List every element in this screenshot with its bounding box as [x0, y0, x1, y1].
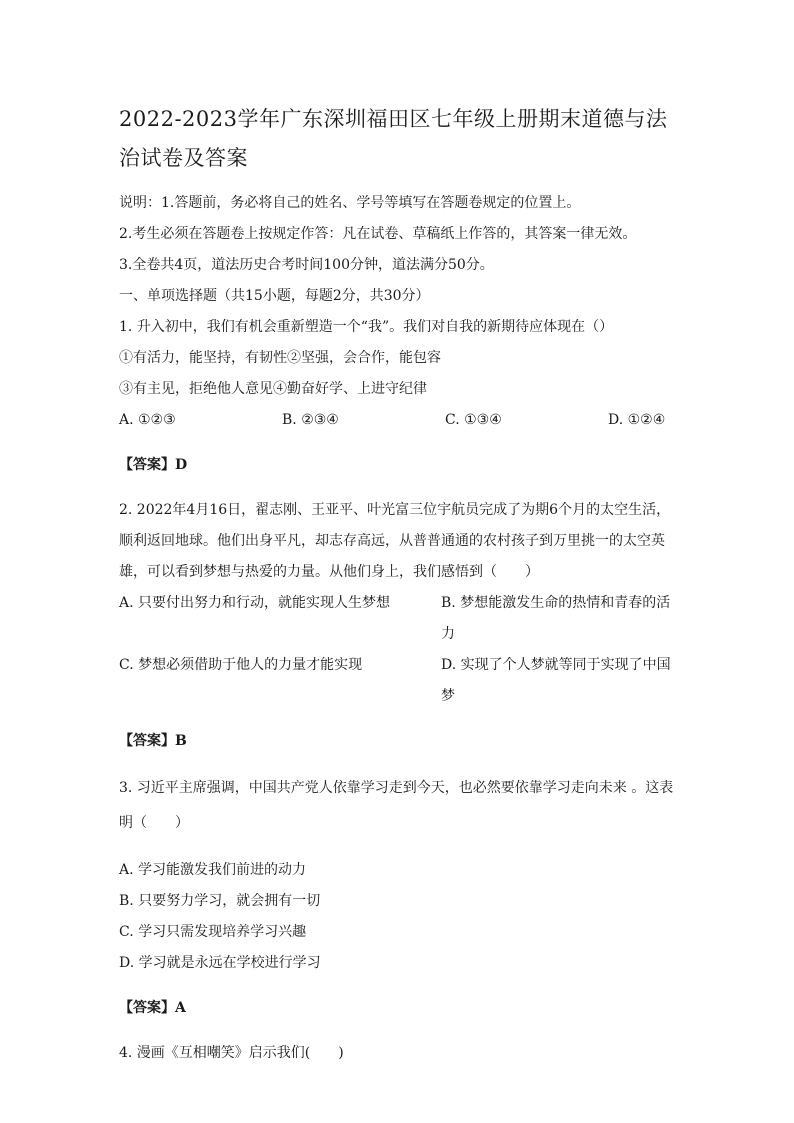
question-2-answer: 【答案】B [119, 733, 187, 749]
question-2-option-a: A. 只要付出努力和行动，就能实现人生梦想 [119, 595, 391, 611]
instruction-note-1: 说明：1.答题前，务必将自己的姓名、学号等填写在答题卷规定的位置上。 [119, 195, 581, 211]
question-1-stem: 1. 升入初中，我们有机会重新塑造一个“我”。我们对自我的新期待应体现在（） [119, 319, 614, 335]
question-2-stem: 2. 2022年4月16日，翟志刚、王亚平、叶光富三位宇航员完成了为期6个月的太空生活，顺利返回地球。他们出身平凡，却志存高远，从普普通通的农村孩子到万里挑一的太空英雄，可以看到梦想与热爱的力量。从他们身上，我们感悟到（ ） [119, 502, 671, 580]
question-1-option-b: B. ②③④ [282, 412, 339, 428]
question-2-option-d: D. 实现了个人梦就等同于实现了中国梦 [441, 657, 671, 704]
document-page [119, 100, 679, 1069]
question-3-option-a: A. 学习能激发我们前进的动力 [119, 862, 307, 878]
question-2-option-b: B. 梦想能激发生命的热情和青春的活力 [441, 595, 671, 642]
question-1-answer: 【答案】D [119, 457, 188, 473]
question-3-option-c: C. 学习只需发现培养学习兴趣 [119, 924, 307, 940]
question-3-stem: 3. 习近平主席强调，中国共产党人依靠学习走到今天，也必然要依靠学习走向未来 。这表明（ ） [119, 780, 674, 831]
question-3-option-d: D. 学习就是永远在学校进行学习 [119, 955, 321, 971]
question-1-option-c: C. ①③④ [445, 412, 502, 428]
question-3-answer: 【答案】A [119, 1000, 186, 1016]
question-2-option-c: C. 梦想必须借助于他人的力量才能实现 [119, 657, 363, 673]
question-2-options-cd [119, 650, 679, 712]
question-1-option-a: A. ①②③ [119, 412, 176, 428]
question-1-options [119, 405, 679, 436]
document-title: 2022-2023学年广东深圳福田区七年级上册期末道德与法治试卷及答案 [119, 107, 668, 170]
section-heading: 一、单项选择题（共15小题，每题2分，共30分） [119, 288, 430, 304]
question-2-options-ab [119, 588, 679, 650]
question-1-option-d: D. ①②④ [608, 412, 666, 428]
question-1-statements-2: ③有主见，拒绝他人意见④勤奋好学、上进守纪律 [119, 381, 427, 397]
question-4-stem: 4. 漫画《互相嘲笑》启示我们( ) [119, 1045, 344, 1061]
question-3-option-b: B. 只要努力学习，就会拥有一切 [119, 893, 321, 909]
question-1-statements-1: ①有活力，能坚持，有韧性②坚强，会合作，能包容 [119, 350, 441, 366]
instruction-note-2: 2.考生必须在答题卷上按规定作答：凡在试卷、草稿纸上作答的，其答案一律无效。 [119, 226, 637, 242]
instruction-note-3: 3.全卷共4页，道法历史合考时间100分钟，道法满分50分。 [119, 257, 494, 273]
